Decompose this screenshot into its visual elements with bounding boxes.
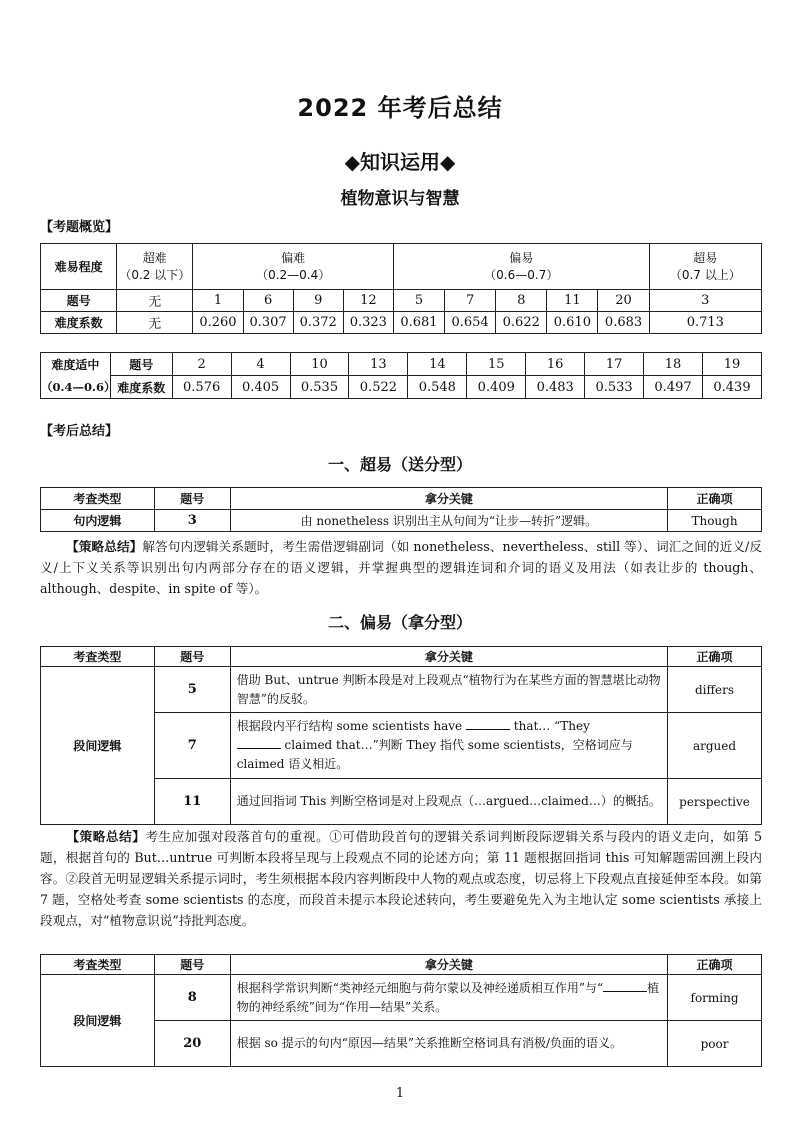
- item-cell: 15: [467, 353, 526, 376]
- coef-cell: 0.683: [598, 312, 649, 334]
- answer-cell: forming: [668, 975, 762, 1021]
- coef-cell: 0.654: [445, 312, 496, 334]
- key-cell: 通过回指词 This 判断空格词是对上段观点（…argued…claimed…）的概括。: [230, 779, 667, 825]
- coef-cell: 0.439: [702, 376, 761, 399]
- item-cell: 10: [290, 353, 349, 376]
- section1-table: [40, 487, 762, 532]
- num-cell: 5: [154, 667, 230, 713]
- moderate-coef-row: [41, 376, 762, 399]
- table-row: [41, 667, 762, 713]
- key-cell: 借助 But、untrue 判断本段是对上段观点“植物行为在某些方面的智慧堪比动物智慧”的反驳。: [230, 667, 667, 713]
- item-cell: 2: [172, 353, 231, 376]
- section-heading: ◆知识运用◆: [344, 150, 456, 174]
- item-cell: 11: [547, 290, 598, 312]
- section1-header-row: [41, 488, 762, 510]
- blank-line: [603, 979, 647, 992]
- answer-cell: argued: [668, 713, 762, 779]
- key-cell: 由 nonetheless 识别出主从句间为“让步—转折”逻辑。: [230, 510, 667, 532]
- item-cell: 无: [117, 290, 193, 312]
- group-very-easy: 超易 （0.7 以上）: [649, 244, 761, 290]
- strategy-text: 考生应加强对段落首句的重视。①可借助段首句的逻辑关系词判断段际逻辑关系与段内的语义走向，如第 5 题，根据首句的 But…untrue 可判断本段将呈现与上段观点不同的论述方向；第 11 题根据回指词 this 可知解题需回溯上段内容。②段首无明显逻辑关系提示词时，考生须根据本段内容判断段中人物的观点或态度，切忌将上下段观点直接延伸至本段。如第 7 题，空格处考查 some scientists 的态度，而段首未提示本段论述转向，考生要避免先入为主地认定 some scientists 承接上段观点，对“植物意识说”持批判态度。: [40, 829, 762, 928]
- item-cell: 5: [393, 290, 444, 312]
- strategy-text: 解答句内逻辑关系题时，考生需借逻辑副词（如 nonetheless、nevertheless、still 等）、词汇之间的近义/反义/上下义关系等识别出句内两部分存在的语义逻辑，并掌握典型的逻辑连词和介词的语义及用法（如表让步的 though、although、despite、in spite of 等）。: [40, 539, 762, 596]
- coef-cell: 无: [117, 312, 193, 334]
- coef-cell: 0.548: [408, 376, 467, 399]
- coefficient-row: [41, 312, 762, 334]
- coef-cell: 0.522: [349, 376, 408, 399]
- coef-cell: 0.713: [649, 312, 761, 334]
- difficulty-level-row: [41, 244, 762, 290]
- header-key: 拿分关键: [230, 955, 667, 975]
- moderate-item-row: [41, 353, 762, 376]
- key-cell: 根据 so 提示的句内“原因—结果”关系推断空格词具有消极/负面的语义。: [230, 1021, 667, 1067]
- header-type: 考查类型: [41, 647, 155, 667]
- coef-cell: 0.576: [172, 376, 231, 399]
- coef-cell: 0.405: [231, 376, 290, 399]
- coef-cell: 0.535: [290, 376, 349, 399]
- section2-title: 二、偏易（拿分型）: [327, 613, 472, 632]
- row-label-item: 题号: [41, 290, 117, 312]
- blank-line: [466, 717, 510, 730]
- blank-line: [237, 736, 281, 749]
- header-key: 拿分关键: [230, 488, 667, 510]
- header-type: 考查类型: [41, 488, 155, 510]
- item-cell: 12: [343, 290, 393, 312]
- coef-cell: 0.533: [585, 376, 644, 399]
- num-cell: 3: [154, 510, 230, 532]
- item-cell: 14: [408, 353, 467, 376]
- answer-cell: perspective: [668, 779, 762, 825]
- answer-cell: Though: [668, 510, 762, 532]
- section2-strategy: [40, 826, 762, 931]
- item-cell: 9: [293, 290, 343, 312]
- type-cell: 句内逻辑: [41, 510, 155, 532]
- table4-header-row: [41, 955, 762, 975]
- page-number: 1: [395, 1086, 405, 1101]
- table-row: [41, 510, 762, 532]
- summary-label: 【考后总结】: [40, 424, 119, 439]
- coef-cell: 0.307: [243, 312, 293, 334]
- coef-cell: 0.372: [293, 312, 343, 334]
- section1-strategy: [40, 536, 762, 599]
- header-num: 题号: [154, 488, 230, 510]
- row-label-level: 难易程度: [41, 244, 117, 290]
- header-type: 考查类型: [41, 955, 155, 975]
- item-cell: 8: [496, 290, 547, 312]
- header-answer: 正确项: [668, 488, 762, 510]
- item-cell: 20: [598, 290, 649, 312]
- logic-table-2: [40, 954, 762, 1067]
- item-cell: 16: [526, 353, 585, 376]
- item-cell: 6: [243, 290, 293, 312]
- coef-cell: 0.260: [193, 312, 243, 334]
- coef-cell: 0.323: [343, 312, 393, 334]
- section2-header-row: [41, 647, 762, 667]
- item-cell: 19: [702, 353, 761, 376]
- num-cell: 7: [154, 713, 230, 779]
- item-cell: 17: [585, 353, 644, 376]
- answer-cell: poor: [668, 1021, 762, 1067]
- difficulty-overview-table: [40, 243, 762, 334]
- row-label-coef: 难度系数: [41, 312, 117, 334]
- key-cell: 根据段内平行结构 some scientists have that… “They claimed that…”判断 They 指代 some scientists，空格词应与 claimed 语义相近。: [230, 713, 667, 779]
- answer-cell: differs: [668, 667, 762, 713]
- moderate-difficulty-table: [40, 352, 762, 399]
- moderate-label-top: 难度适中: [41, 353, 111, 376]
- overview-label: 【考题概览】: [40, 220, 119, 235]
- moderate-label-bottom: （0.4—0.6）: [41, 376, 111, 399]
- item-cell: 13: [349, 353, 408, 376]
- num-cell: 11: [154, 779, 230, 825]
- header-key: 拿分关键: [230, 647, 667, 667]
- row-label-item: 题号: [110, 353, 172, 376]
- group-easy: 偏易 （0.6—0.7）: [393, 244, 649, 290]
- table-row: [41, 975, 762, 1021]
- item-cell: 18: [644, 353, 703, 376]
- coef-cell: 0.681: [393, 312, 444, 334]
- item-number-row: [41, 290, 762, 312]
- coef-cell: 0.622: [496, 312, 547, 334]
- type-cell: 段间逻辑: [41, 667, 155, 825]
- header-num: 题号: [154, 955, 230, 975]
- group-hard: 偏难 （0.2—0.4）: [193, 244, 394, 290]
- num-cell: 8: [154, 975, 230, 1021]
- item-cell: 1: [193, 290, 243, 312]
- coef-cell: 0.610: [547, 312, 598, 334]
- page-title: 2022 年考后总结: [297, 94, 503, 122]
- header-answer: 正确项: [668, 955, 762, 975]
- strategy-lead: 【策略总结】: [66, 829, 146, 844]
- item-cell: 3: [649, 290, 761, 312]
- header-num: 题号: [154, 647, 230, 667]
- section1-title: 一、超易（送分型）: [327, 455, 472, 474]
- coef-cell: 0.497: [644, 376, 703, 399]
- item-cell: 7: [445, 290, 496, 312]
- item-cell: 4: [231, 353, 290, 376]
- key-cell: 根据科学常识判断“类神经元细胞与荷尔蒙以及神经递质相互作用”与“ 植物的神经系统”间为“作用—结果”关系。: [230, 975, 667, 1021]
- row-label-coef: 难度系数: [110, 376, 172, 399]
- type-cell: 段间逻辑: [41, 975, 155, 1067]
- topic-heading: 植物意识与智慧: [340, 189, 460, 209]
- group-very-hard: 超难 （0.2 以下）: [117, 244, 193, 290]
- coef-cell: 0.409: [467, 376, 526, 399]
- strategy-lead: 【策略总结】: [66, 539, 143, 554]
- coef-cell: 0.483: [526, 376, 585, 399]
- section2-table: [40, 646, 762, 825]
- header-answer: 正确项: [668, 647, 762, 667]
- num-cell: 20: [154, 1021, 230, 1067]
